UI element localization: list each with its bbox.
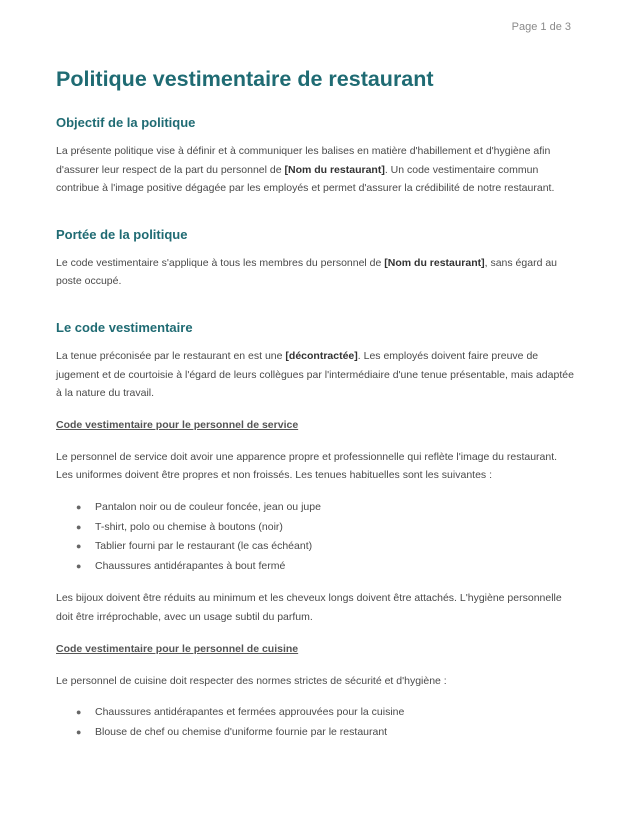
list-item <box>76 703 576 723</box>
paragraph-code <box>56 347 576 403</box>
paragraph-text: . Les employés doivent faire preuve de jugement et de courtoisie à l'égard de leurs collègues par l'intermédiaire d'une tenue présentable, mais adaptée à la nature du travail. <box>56 349 574 400</box>
paragraph-text: La présente politique vise à définir et à communiquer les balises en matière d'habillement et d'hygiène afin d'assurer leur respect de la part du personnel de <box>56 145 551 176</box>
list-service <box>56 498 576 576</box>
subheading-cuisine: Code vestimentaire pour le personnel de cuisine <box>56 642 299 655</box>
paragraph-text: . Un code vestimentaire commun contribue à l'image positive dégagée par les employés et permet d'assurer la crédibilité de notre restaurant. <box>56 163 555 195</box>
list-item-text: Chaussures antidérapantes et fermées approuvées pour la cuisine <box>95 706 405 719</box>
page-number: Page 1 de 3 <box>511 21 571 33</box>
bullet-icon: ● <box>76 707 82 718</box>
list-cuisine <box>56 703 576 742</box>
paragraph-service-outro: Les bijoux doivent être réduits au minimum et les cheveux longs doivent être attachés. L'hygiène personnelle doit être irréprochable, avec un usage subtil du parfum. <box>56 592 562 623</box>
paragraph-portee <box>56 254 576 291</box>
paragraph-objectif <box>56 142 576 198</box>
section-heading-portee: Portée de la politique <box>56 226 188 242</box>
list-item-text: Blouse de chef ou chemise d'uniforme fournie par le restaurant <box>95 725 388 738</box>
list-item-text: Tablier fourni par le restaurant (le cas échéant) <box>95 540 313 553</box>
bullet-icon: ● <box>76 521 82 532</box>
placeholder-dress-style: [décontractée] <box>285 349 358 362</box>
list-item-text: T-shirt, polo ou chemise à boutons (noir) <box>95 520 283 533</box>
bullet-icon: ● <box>76 501 82 512</box>
paragraph-cuisine-intro: Le personnel de cuisine doit respecter des normes strictes de sécurité et d'hygiène : <box>56 674 447 687</box>
section-objectif <box>56 114 576 198</box>
bullet-icon: ● <box>76 541 82 552</box>
list-item-text: Pantalon noir ou de couleur foncée, jean ou jupe <box>95 500 321 513</box>
paragraph-text: , sans égard au poste occupé. <box>56 256 558 288</box>
list-item <box>76 723 576 743</box>
paragraph-service-intro: Le personnel de service doit avoir une apparence propre et professionnelle qui reflète l'image du restaurant. Les uniformes doivent être propres et non froissés. Les tenues habituelles sont les suivantes : <box>56 450 558 482</box>
bullet-icon: ● <box>76 560 82 571</box>
placeholder-restaurant-name: [Nom du restaurant] <box>384 256 485 269</box>
section-code <box>56 319 576 742</box>
list-item <box>76 557 576 577</box>
paragraph-text: La tenue préconisée par le restaurant en est une <box>56 349 286 362</box>
placeholder-restaurant-name: [Nom du restaurant] <box>284 163 385 176</box>
section-heading-code: Le code vestimentaire <box>56 319 193 335</box>
document-title: Politique vestimentaire de restaurant <box>56 67 434 91</box>
section-portee <box>56 226 576 291</box>
list-item <box>76 518 576 538</box>
section-heading-objectif: Objectif de la politique <box>56 115 196 130</box>
list-item-text: Chaussures antidérapantes à bout fermé <box>95 559 286 572</box>
list-item <box>76 498 576 518</box>
bullet-icon: ● <box>76 726 82 737</box>
subheading-service: Code vestimentaire pour le personnel de service <box>56 418 299 431</box>
list-item <box>76 537 576 557</box>
paragraph-text: Le code vestimentaire s'applique à tous les membres du personnel de <box>56 256 385 269</box>
